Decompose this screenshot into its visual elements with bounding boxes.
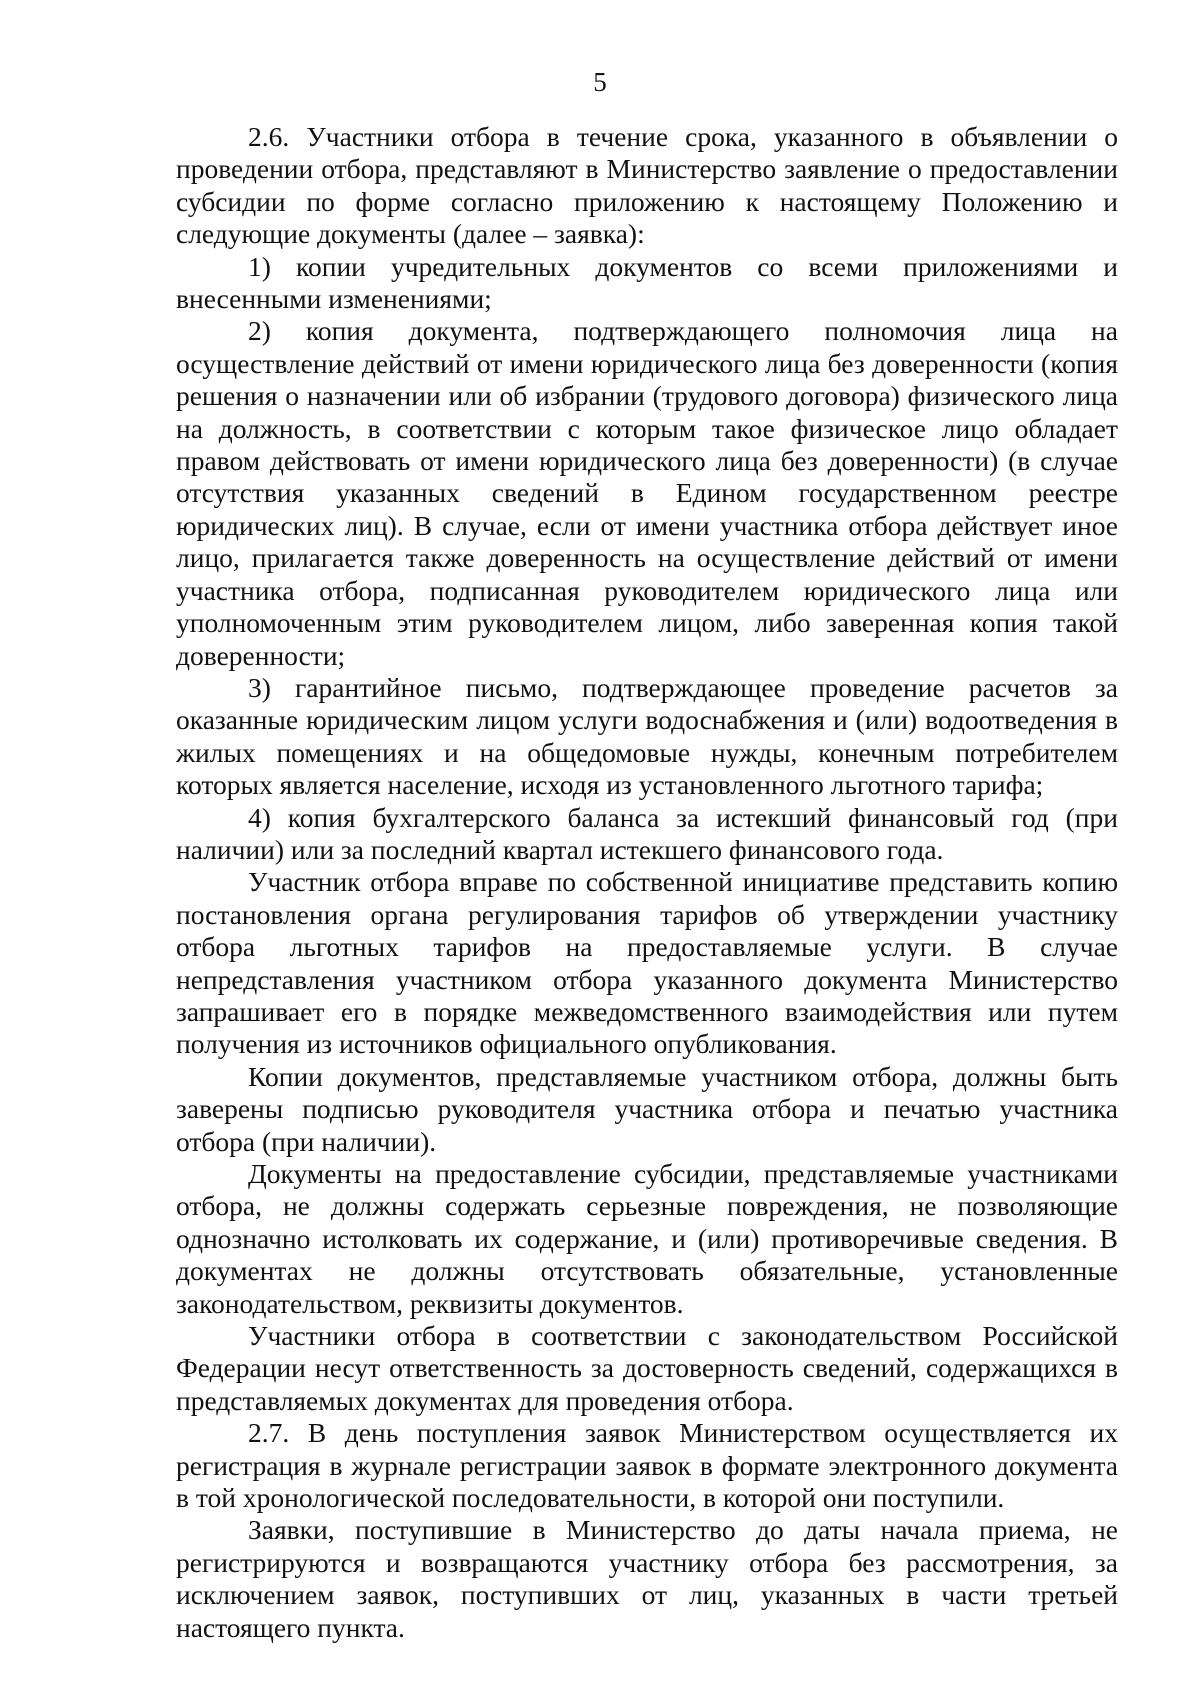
document-body <box>176 121 1118 1644</box>
list-item-3: 3) гарантийное письмо, подтверждающее проведение расчетов за оказанные юридическим лицом услуги водоснабжения и (или) водоотведения в жилых помещениях и на общедомовые нужды, конечным потребителем которых является население, исходя из установленного льготного тарифа; <box>176 671 1118 801</box>
paragraph-2-6: 2.6. Участники отбора в течение срока, указанного в объявлении о проведении отбора, представляют в Министерство заявление о предоставлении субсидии по форме согласно приложению к настоящему Положению и следующие документы (далее – заявка): <box>176 121 1118 250</box>
list-item-2: 2) копия документа, подтверждающего полномочия лица на осуществление действий от имени юридического лица без доверенности (копия решения о назначении или об избрании (трудового договора) физического лица на должность, в соответствии с которым такое физическое лицо обладает правом действовать от имени юридического лица без доверенности) (в случае отсутствия указанных сведений в Едином государственном реестре юридических лиц). В случае, если от имени участника отбора действует иное лицо, прилагается также доверенность на осуществление действий от имени участника отбора, подписанная руководителем юридического лица или уполномоченным этим руководителем лицом, либо заверенная копия такой доверенности; <box>176 315 1118 671</box>
paragraph-initiative: Участник отбора вправе по собственной инициативе представить копию постановления органа регулирования тарифов об утверждении участнику отбора льготных тарифов на предоставляемые услуги. В случае непредставления участником отбора указанного документа Министерство запрашивает его в порядке межведомственного взаимодействия или путем получения из источников официального опубликования. <box>176 866 1118 1060</box>
paragraph-responsibility: Участники отбора в соответствии с законодательством Российской Федерации несут ответственность за достоверность сведений, содержащихся в представляемых документах для проведения отбора. <box>176 1320 1118 1416</box>
list-item-4: 4) копия бухгалтерского баланса за истекший финансовый год (при наличии) или за последний квартал истекшего финансового года. <box>176 801 1118 865</box>
list-item-1: 1) копии учредительных документов со всеми приложениями и внесенными изменениями; <box>176 250 1118 315</box>
page-number: 5 <box>593 67 607 97</box>
paragraph-copies: Копии документов, представляемые участником отбора, должны быть заверены подписью руководителя участника отбора и печатью участника отбора (при наличии). <box>176 1060 1118 1157</box>
paragraph-rejected: Заявки, поступившие в Министерство до даты начала приема, не регистрируются и возвращаются участнику отбора без рассмотрения, за исключением заявок, поступивших от лиц, указанных в части третьей настоящего пункта. <box>176 1514 1118 1643</box>
paragraph-damage: Документы на предоставление субсидии, представляемые участниками отбора, не должны содержать серьезные повреждения, не позволяющие однозначно истолковать их содержание, и (или) противоречивые сведения. В документах не должны отсутствовать обязательные, установленные законодательством, реквизиты документов. <box>176 1158 1118 1319</box>
paragraph-2-7: 2.7. В день поступления заявок Министерством осуществляется их регистрация в журнале регистрации заявок в формате электронного документа в той хронологической последовательности, в которой они поступили. <box>176 1417 1118 1514</box>
